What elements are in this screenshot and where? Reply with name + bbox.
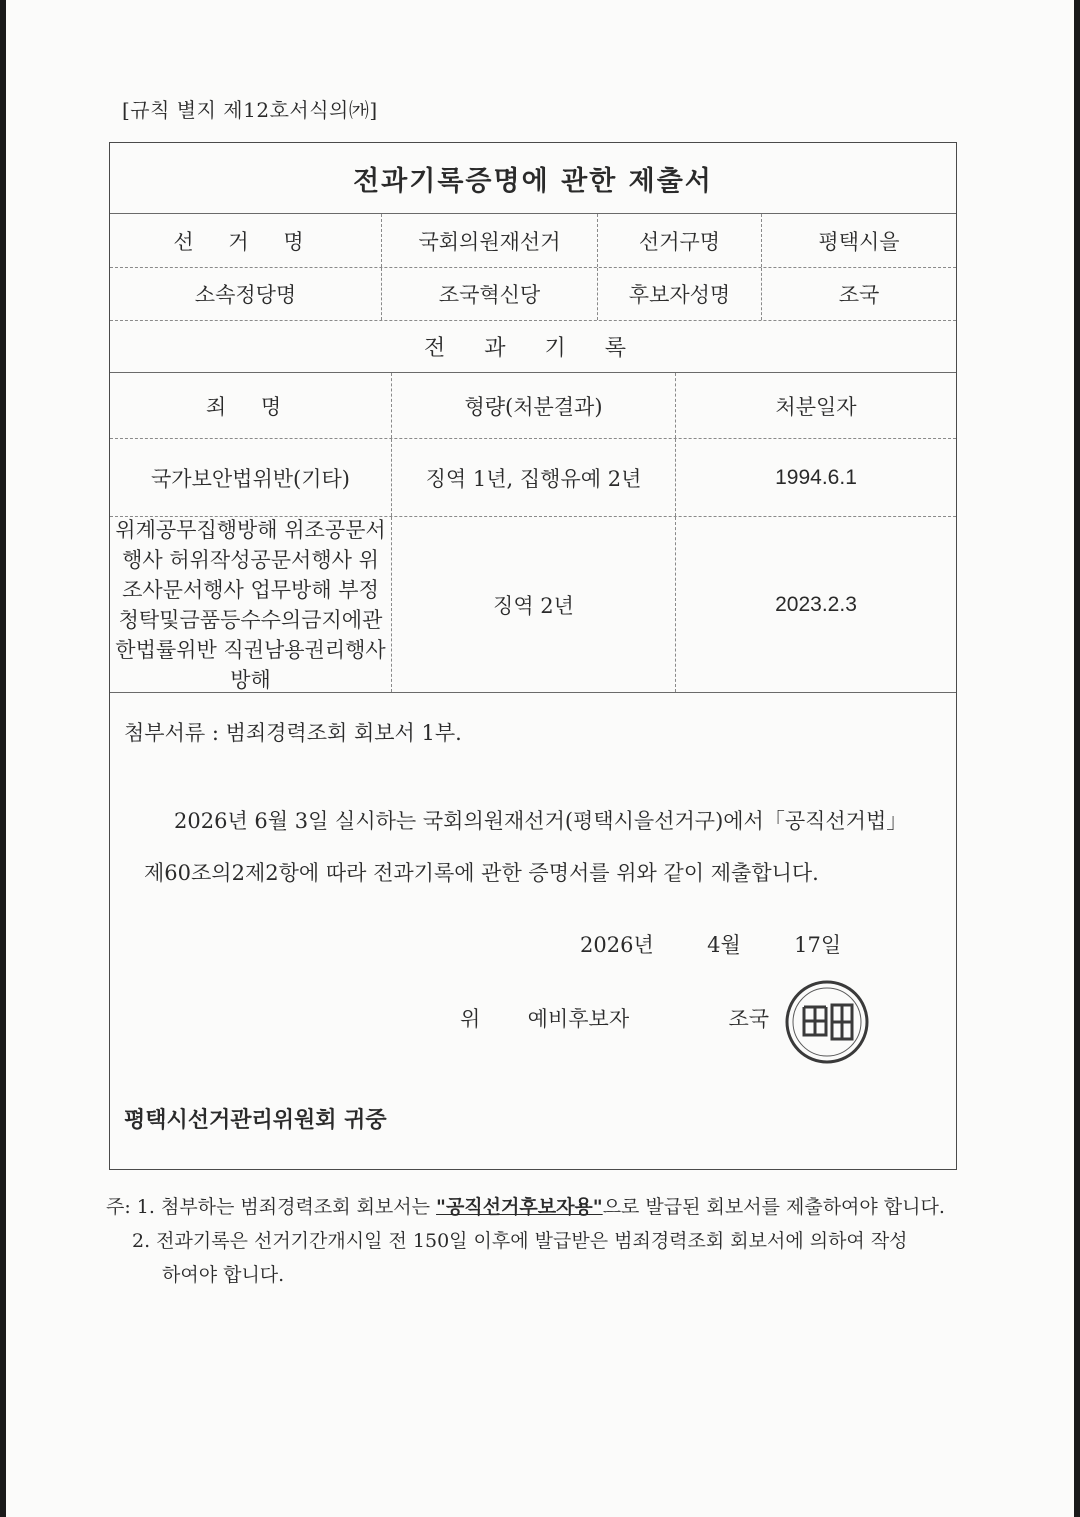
footnote: 2. 전과기록은 선거기간개시일 전 150일 이후에 발급받은 범죄경력조회 회보서에 의하여 작성 bbox=[132, 1230, 908, 1252]
addressee: 평택시선거관리위원회 귀중 bbox=[124, 1107, 387, 1133]
party-row bbox=[110, 268, 956, 321]
footnotes bbox=[106, 1190, 986, 1292]
footnote bbox=[106, 1190, 986, 1224]
signer-role: 예비후보자 bbox=[527, 1007, 630, 1031]
statement-line: 2026년 6월 3일 실시하는 국회의원재선거(평택시을선거구)에서「공직선거법」 bbox=[174, 809, 908, 833]
date-header: 처분일자 bbox=[775, 394, 857, 419]
record-row bbox=[110, 517, 956, 693]
statement-line: 제60조의2제2항에 따라 전과기록에 관한 증명서를 위와 같이 제출합니다. bbox=[144, 861, 819, 885]
records-header-row bbox=[110, 373, 956, 439]
footnote: 하여야 합니다. bbox=[162, 1264, 285, 1286]
signer-line bbox=[460, 1003, 769, 1033]
date-year: 2026년 bbox=[580, 933, 654, 957]
date-day: 17일 bbox=[794, 933, 842, 957]
crime-header: 죄 명 bbox=[110, 373, 392, 438]
record-row bbox=[110, 439, 956, 517]
record-date: 2023.2.3 bbox=[775, 592, 857, 616]
attachment-note: 첨부서류 : 범죄경력조회 회보서 1부. bbox=[124, 721, 462, 745]
statement bbox=[144, 795, 944, 899]
candidate-name-value: 조국 bbox=[838, 283, 880, 307]
party-name-value: 조국혁신당 bbox=[382, 268, 598, 320]
candidate-name-label: 후보자성명 bbox=[598, 268, 762, 320]
footnote-text: 으로 발급된 회보서를 제출하여야 합니다. bbox=[602, 1196, 945, 1218]
party-name-label: 소속정당명 bbox=[110, 268, 382, 320]
sentence-header: 형량(처분결과) bbox=[392, 373, 676, 438]
election-row bbox=[110, 214, 956, 268]
signer-name: 조국 bbox=[728, 1007, 770, 1031]
record-sentence: 징역 1년, 집행유예 2년 bbox=[392, 439, 676, 516]
election-name-value: 국회의원재선거 bbox=[382, 214, 598, 267]
date-month: 4월 bbox=[707, 933, 741, 957]
district-name-value: 평택시을 bbox=[818, 229, 900, 254]
election-name-label: 선 거 명 bbox=[110, 214, 382, 267]
form-label: [규칙 별지 제12호서식의㈎] bbox=[122, 98, 378, 122]
signer-prefix: 위 bbox=[460, 1007, 481, 1031]
seal-stamp-icon bbox=[782, 977, 872, 1067]
document-page bbox=[6, 0, 1074, 1517]
record-crime: 위계공무집행방해 위조공문서행사 허위작성공문서행사 위조사문서행사 업무방해 부정청탁및금품등수수의금지에관한법률위반 직권남용권리행사방해 bbox=[110, 517, 392, 692]
footnote-emphasis: "공직선거후보자용" bbox=[436, 1196, 603, 1218]
record-sentence: 징역 2년 bbox=[392, 517, 676, 692]
records-heading: 전 과 기 록 bbox=[110, 321, 956, 373]
footnote-text: 주: 1. 첨부하는 범죄경력조회 회보서는 bbox=[106, 1196, 437, 1218]
submission-form bbox=[109, 142, 957, 1170]
district-name-label: 선거구명 bbox=[598, 214, 762, 267]
record-crime: 국가보안법위반(기타) bbox=[110, 439, 392, 516]
record-date: 1994.6.1 bbox=[775, 465, 857, 489]
form-title: 전과기록증명에 관한 제출서 bbox=[110, 143, 956, 214]
submission-date bbox=[580, 929, 841, 959]
